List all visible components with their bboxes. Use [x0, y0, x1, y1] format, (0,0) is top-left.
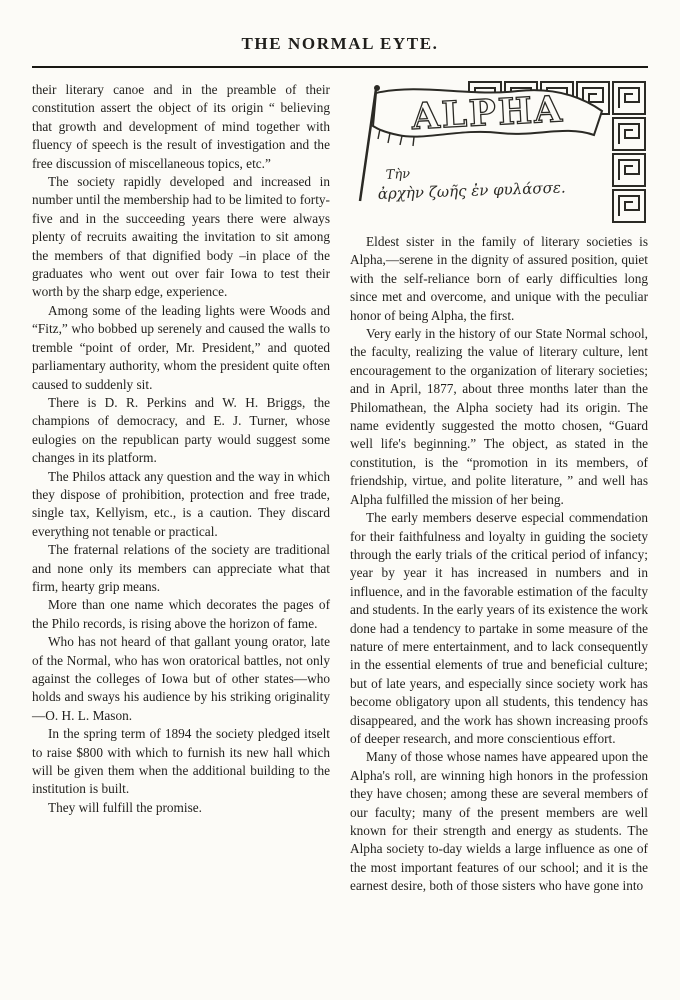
- paragraph: The Philos attack any question and the way in which they dispose of prohibition, protection and free trade, single tax, Kellyism, etc., is a caution. They discard everything not tenable or practical.: [32, 468, 330, 539]
- paragraph: Among some of the leading lights were Woods and “Fitz,” who bobbed up serenely and caused the walls to tremble “point of order, Mr. President,” and quoted parliamentary authority, whom the president quite often caused to suddenly sit.: [32, 302, 330, 392]
- paragraph: There is D. R. Perkins and W. H. Briggs, the champions of democracy, and E. J. Turner, whose eulogies on the republican party would suggest some changes in its platform.: [32, 394, 330, 466]
- paragraph: Very early in the history of our State Normal school, the faculty, realizing the value of literary culture, lent encouragement to the organization of literary societies; and in April, 1877, about three months later than the Philomathean, the Alpha society had its origin. The name evidently suggested the motto chosen, “Guard well life's beginning.” The object, as stated in the constitution, is the “promotion in its members, of friendship, virtue, and polite literature, ” and well has Alpha fulfilled the mission of her being.: [350, 326, 648, 507]
- two-column-body: [32, 81, 648, 896]
- right-column: [350, 81, 648, 896]
- greek-caption-line2: ἀρχὴν ζωῆς ἐν φυλάσσε.: [377, 178, 566, 203]
- paragraph: More than one name which decorates the pages of the Philo records, is rising above the horizon of fame.: [32, 597, 330, 631]
- masthead: [32, 34, 648, 54]
- paragraph: Who has not heard of that gallant young orator, late of the Normal, who has won oratorical battles, not only against the colleges of Iowa but of other states—who holds and sways his audience by his striking originality—O. H. L. Mason.: [32, 634, 330, 723]
- paragraph: In the spring term of 1894 the society pledged itselt to raise $800 with which to furnish its new hall which will be given them when the additional building to the institution is built.: [32, 726, 330, 797]
- left-column: [32, 81, 330, 896]
- paragraph: The early members deserve especial commendation for their faithfulness and loyalty in guiding the society through the early trials of the critical period of infancy; year by year it has increased in numbers and in influence, and in the favorable estimation of the faculty and students. In the early years of its existence the work done had a tendency to partake in some measure of the nature of mere entertainment, and to lack consequently in the essential elements of true and beneficial culture; but of late years, and especially since society work has become obligatory upon all students, this tendency has disappeared, and the work has shown increasing proofs of deeper research, and more conscientious effort.: [350, 510, 648, 746]
- page-title: THE NORMAL EYTE.: [241, 34, 439, 53]
- alpha-flag: [373, 88, 602, 146]
- banner-text: ALPHA: [410, 88, 565, 138]
- greek-caption-line1: Τὴν: [385, 166, 411, 183]
- paragraph: Many of those whose names have appeared upon the Alpha's roll, are winning high honors in the profession they have chosen; among these are several members of our faculty; many of the present members are well known for their strength and energy as students. The Alpha society to-day wields a large influence as one of the most important features of our school; and it is the earnest desire, both of those sisters who have gone into: [350, 749, 648, 894]
- paragraph: They will fulfill the promise.: [48, 799, 202, 815]
- paragraph: The fraternal relations of the society are traditional and none only its members can appreciate what that firm, hearty grip means.: [32, 542, 330, 594]
- paragraph: Eldest sister in the family of literary societies is Alpha,—serene in the dignity of assured position, quiet with the self-reliance born of early difficulties long since met and overcome, and unique with the peculiar honor of being Alpha, the first.: [350, 234, 648, 323]
- alpha-banner-drawing: [350, 81, 648, 225]
- header-rule: [32, 66, 648, 68]
- paragraph: their literary canoe and in the preamble of their constitution assert the object of its origin “ believing that growth and development of mind together with fluency of speech is the result of investigation and the free discussion of miscellaneous topics, etc.”: [32, 82, 330, 171]
- greek-caption: [378, 167, 566, 203]
- alpha-banner-illustration: [350, 81, 648, 225]
- paragraph: The society rapidly developed and increased in number until the membership had to be limited to forty-five and in the succeeding years there were always plenty of recruits awaiting the invitation to sit among the members of that dignified body –in place of the graduates who went out over fair Iowa to test their worth by the sharp edge, experience.: [32, 174, 330, 300]
